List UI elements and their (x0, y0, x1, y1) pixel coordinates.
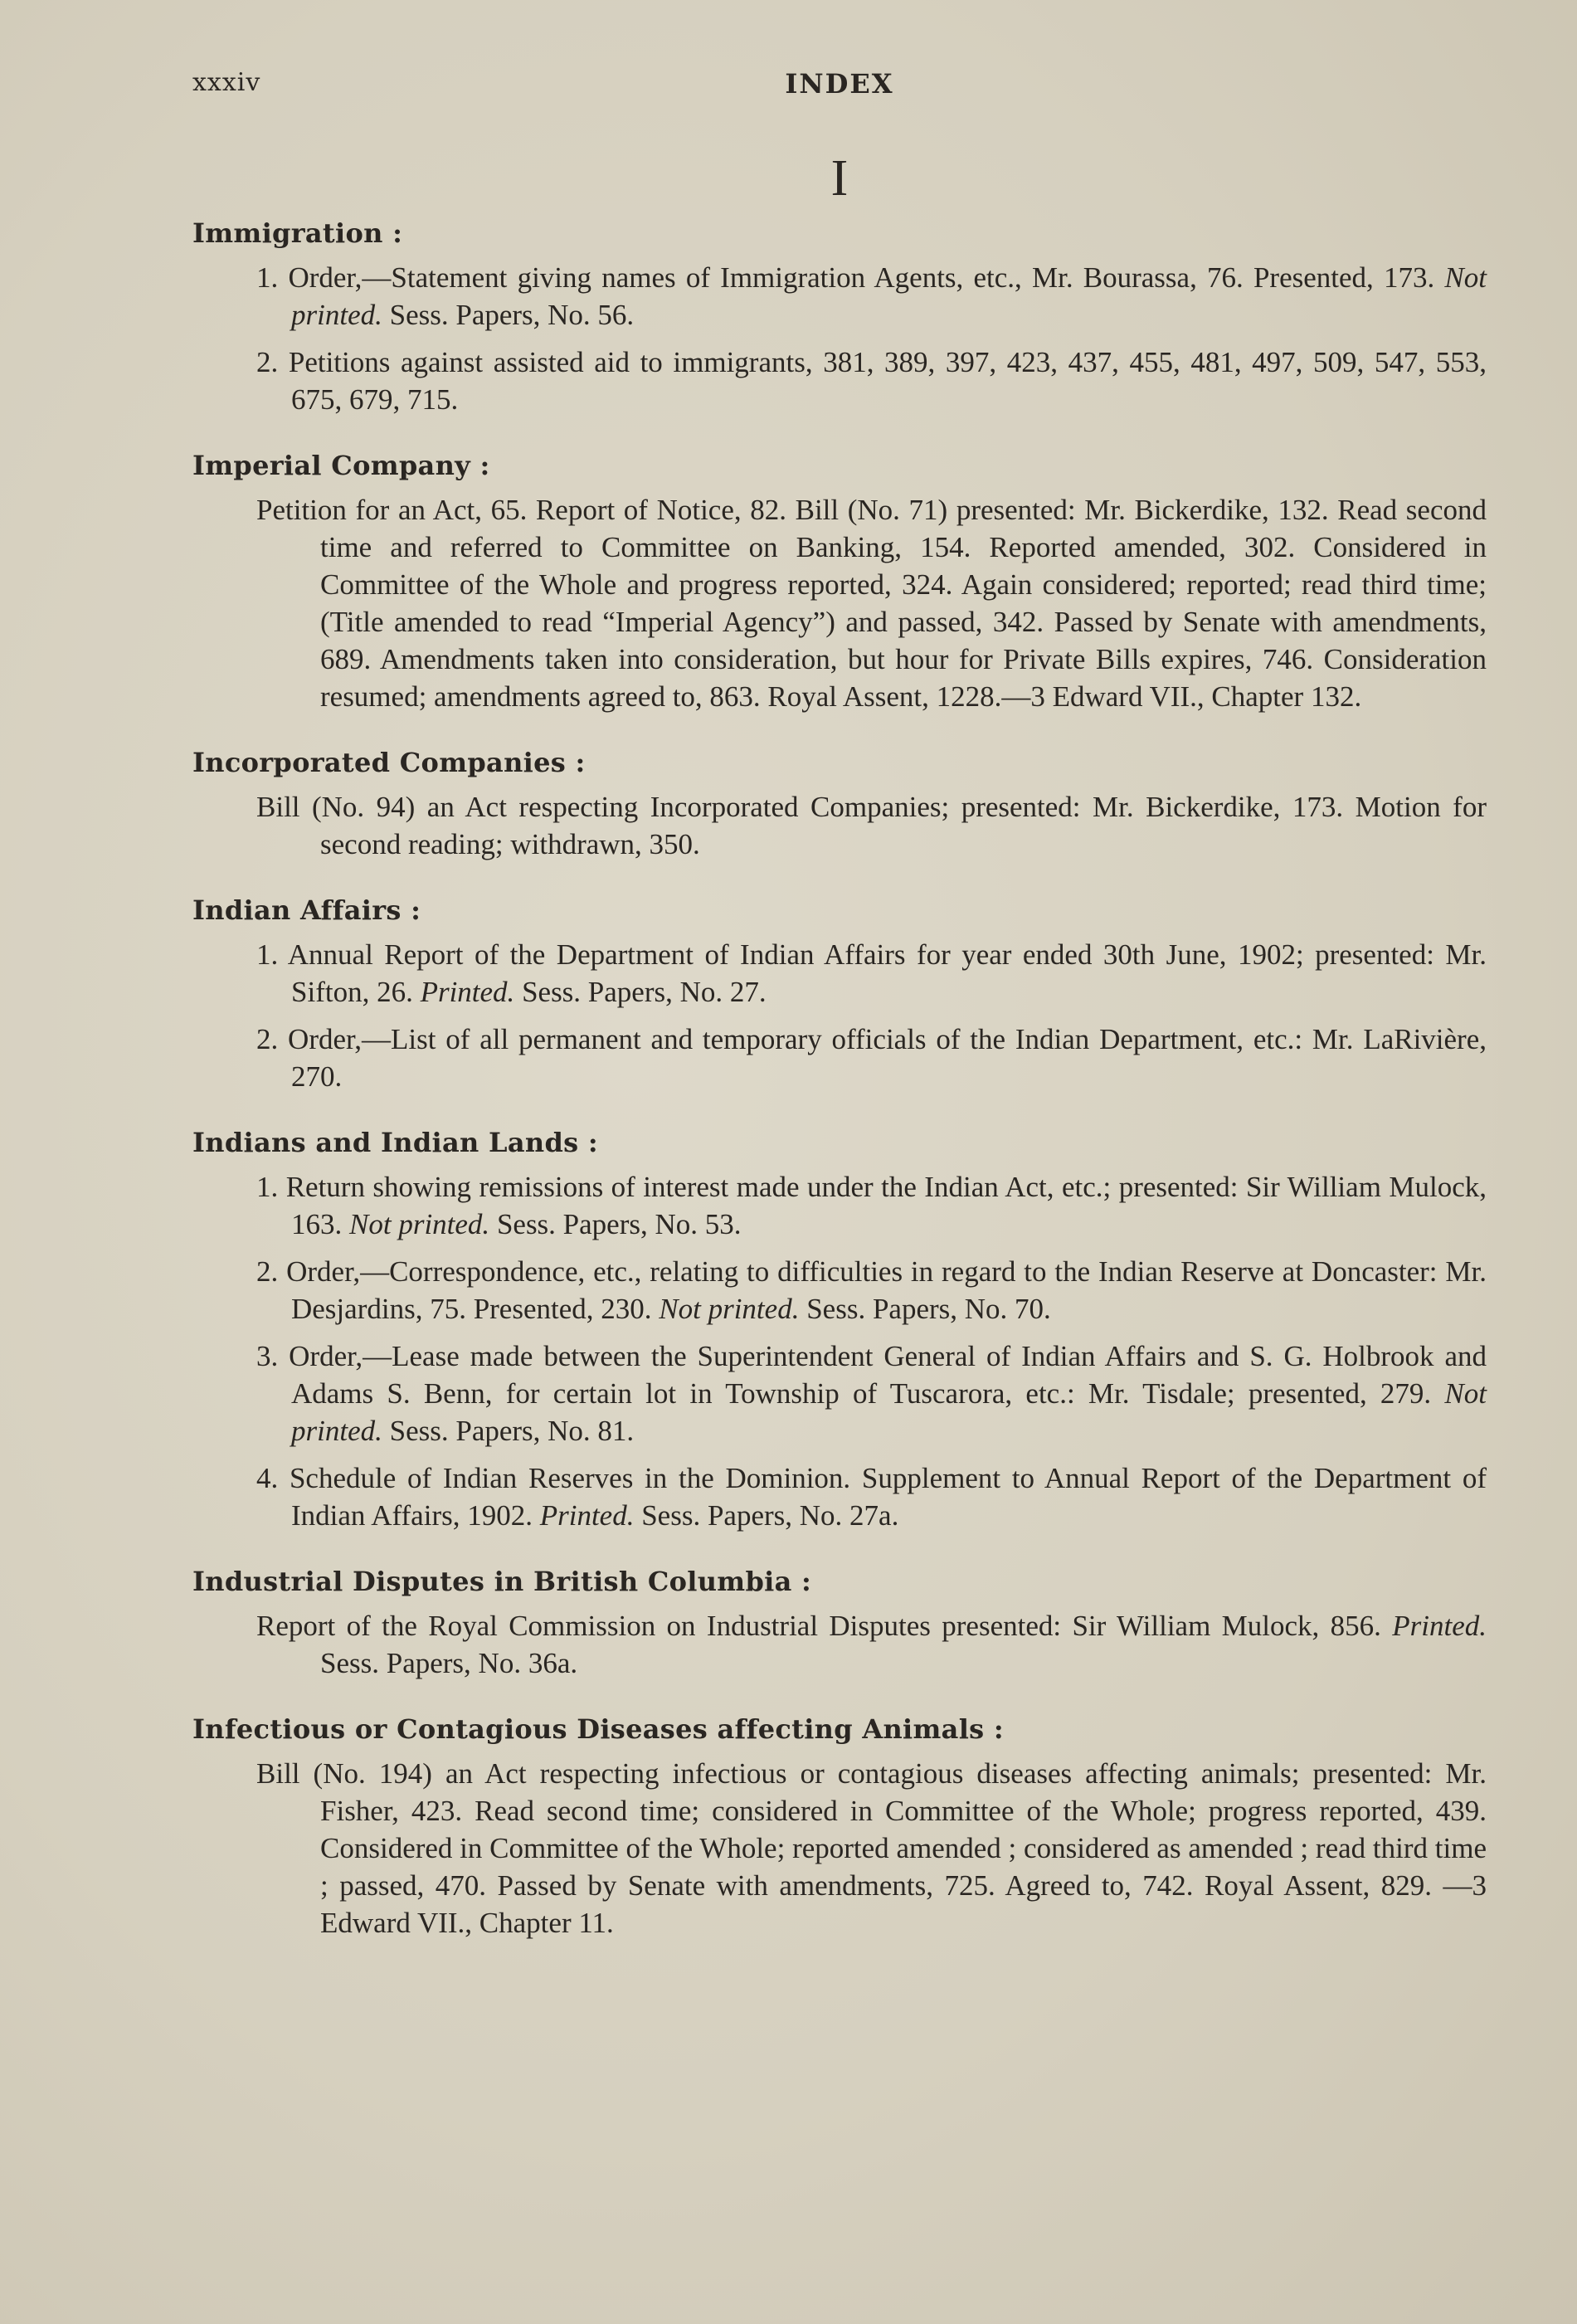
entry-heading: Indian Affairs : (192, 894, 421, 926)
item-text: 2. Order,—List of all permanent and temporary officials of the Indian Department, etc.: Mr. LaRivière, 270. (256, 1023, 1487, 1093)
entry-item (256, 1253, 1487, 1328)
item-tail: Sess. Papers, No. 27a. (634, 1499, 899, 1532)
item-text: Bill (No. 194) an Act respecting infectious or contagious diseases affecting animals; presented: Mr. Fisher, 423. Read second time; considered in Committee of the Whole; progress reported, 439. Considered in Committee of the Whole; reported amended ; considered as amended ; read third time ; passed, 470. Passed by Senate with amendments, 725. Agreed to, 742. Royal Assent, 829. —3 Edward VII., Chapter 11. (256, 1757, 1487, 1939)
item-emphasis: Printed. (539, 1499, 635, 1532)
index-entry-immigration (192, 217, 1487, 418)
running-head (192, 68, 1487, 101)
entry-heading: Incorporated Companies : (192, 747, 586, 778)
entry-item (256, 1337, 1487, 1449)
item-emphasis: Not printed. (659, 1293, 800, 1325)
index-entry-indians-and-indian-lands (192, 1127, 1487, 1534)
item-text: 3. Order,—Lease made between the Superintendent General of Indian Affairs and S. G. Holbrook and Adams S. Benn, for certain lot in Township of Tuscarora, etc.: Mr. Tisdale; presented, 279. (256, 1340, 1487, 1410)
running-title: INDEX (785, 68, 894, 100)
index-entry-industrial-disputes (192, 1566, 1487, 1682)
item-text: 4. Schedule of Indian Reserves in the Dominion. Supplement to Annual Report of the Department of Indian Affairs, 1902. (256, 1462, 1487, 1532)
item-text: 1. Return showing remissions of interest made under the Indian Act, etc.; presented: Sir William Mulock, 163. (256, 1171, 1487, 1240)
item-text: 1. Order,—Statement giving names of Immigration Agents, etc., Mr. Bourassa, 76. Presented, 173. (256, 261, 1445, 294)
index-entry-indian-affairs (192, 894, 1487, 1095)
section-letter: I (830, 150, 849, 207)
entry-item (256, 491, 1487, 715)
entry-item (256, 1459, 1487, 1534)
entry-heading: Industrial Disputes in British Columbia : (192, 1566, 812, 1597)
item-tail: Sess. Papers, No. 36a. (320, 1647, 578, 1679)
index-entry-incorporated-companies (192, 747, 1487, 863)
entry-item (256, 936, 1487, 1011)
item-emphasis: Not printed. (291, 1377, 1487, 1447)
item-text: 2. Order,—Correspondence, etc., relating to difficulties in regard to the Indian Reserve at Doncaster: Mr. Desjardins, 75. Presented, 230. (256, 1255, 1487, 1325)
entry-item (256, 1021, 1487, 1095)
item-tail: Sess. Papers, No. 81. (382, 1415, 635, 1447)
item-text: 2. Petitions against assisted aid to immigrants, 381, 389, 397, 423, 437, 455, 481, 497, 509, 547, 553, 675, 679, 715. (256, 346, 1487, 416)
entry-heading: Indians and Indian Lands : (192, 1127, 598, 1158)
index-entry-infectious-diseases (192, 1713, 1487, 1942)
entry-item (256, 343, 1487, 418)
entry-item (256, 1168, 1487, 1243)
index-content (192, 217, 1487, 1973)
entry-heading: Imperial Company : (192, 450, 490, 481)
item-text: Report of the Royal Commission on Industrial Disputes presented: Sir William Mulock, 856. (256, 1610, 1393, 1642)
item-tail: Sess. Papers, No. 53. (489, 1208, 742, 1240)
entry-heading: Immigration : (192, 217, 403, 249)
entry-heading: Infectious or Contagious Diseases affecting Animals : (192, 1713, 1005, 1745)
page-number: xxxiv (192, 68, 261, 97)
item-text: Bill (No. 94) an Act respecting Incorporated Companies; presented: Mr. Bickerdike, 173. Motion for second reading; withdrawn, 350. (256, 791, 1487, 860)
entry-item (256, 1607, 1487, 1682)
item-emphasis: Printed. (1392, 1610, 1487, 1642)
entry-item (256, 788, 1487, 863)
item-emphasis: Not printed. (349, 1208, 490, 1240)
item-emphasis: Printed. (420, 976, 515, 1008)
item-text: Petition for an Act, 65. Report of Notice, 82. Bill (No. 71) presented: Mr. Bickerdike, 132. Read second time and referred to Committee on Banking, 154. Reported amended, 302. Considered in Committee of the Whole and progress reported, 324. Again considered; reported; read third time; (Title amended to read “Imperial Agency”) and passed, 342. Passed by Senate with amendments, 689. Amendments taken into consideration, but hour for Private Bills expires, 746. Consideration resumed; amendments agreed to, 863. Royal Assent, 1228.—3 Edward VII., Chapter 132. (256, 494, 1487, 713)
item-emphasis: Not printed. (291, 261, 1487, 331)
item-text: 1. Annual Report of the Department of Indian Affairs for year ended 30th June, 1902; presented: Mr. Sifton, 26. (256, 938, 1487, 1008)
item-tail: Sess. Papers, No. 27. (514, 976, 767, 1008)
item-tail: Sess. Papers, No. 56. (382, 299, 635, 331)
entry-item (256, 1755, 1487, 1942)
index-entry-imperial-company (192, 450, 1487, 715)
item-tail: Sess. Papers, No. 70. (799, 1293, 1051, 1325)
entry-item (256, 259, 1487, 334)
